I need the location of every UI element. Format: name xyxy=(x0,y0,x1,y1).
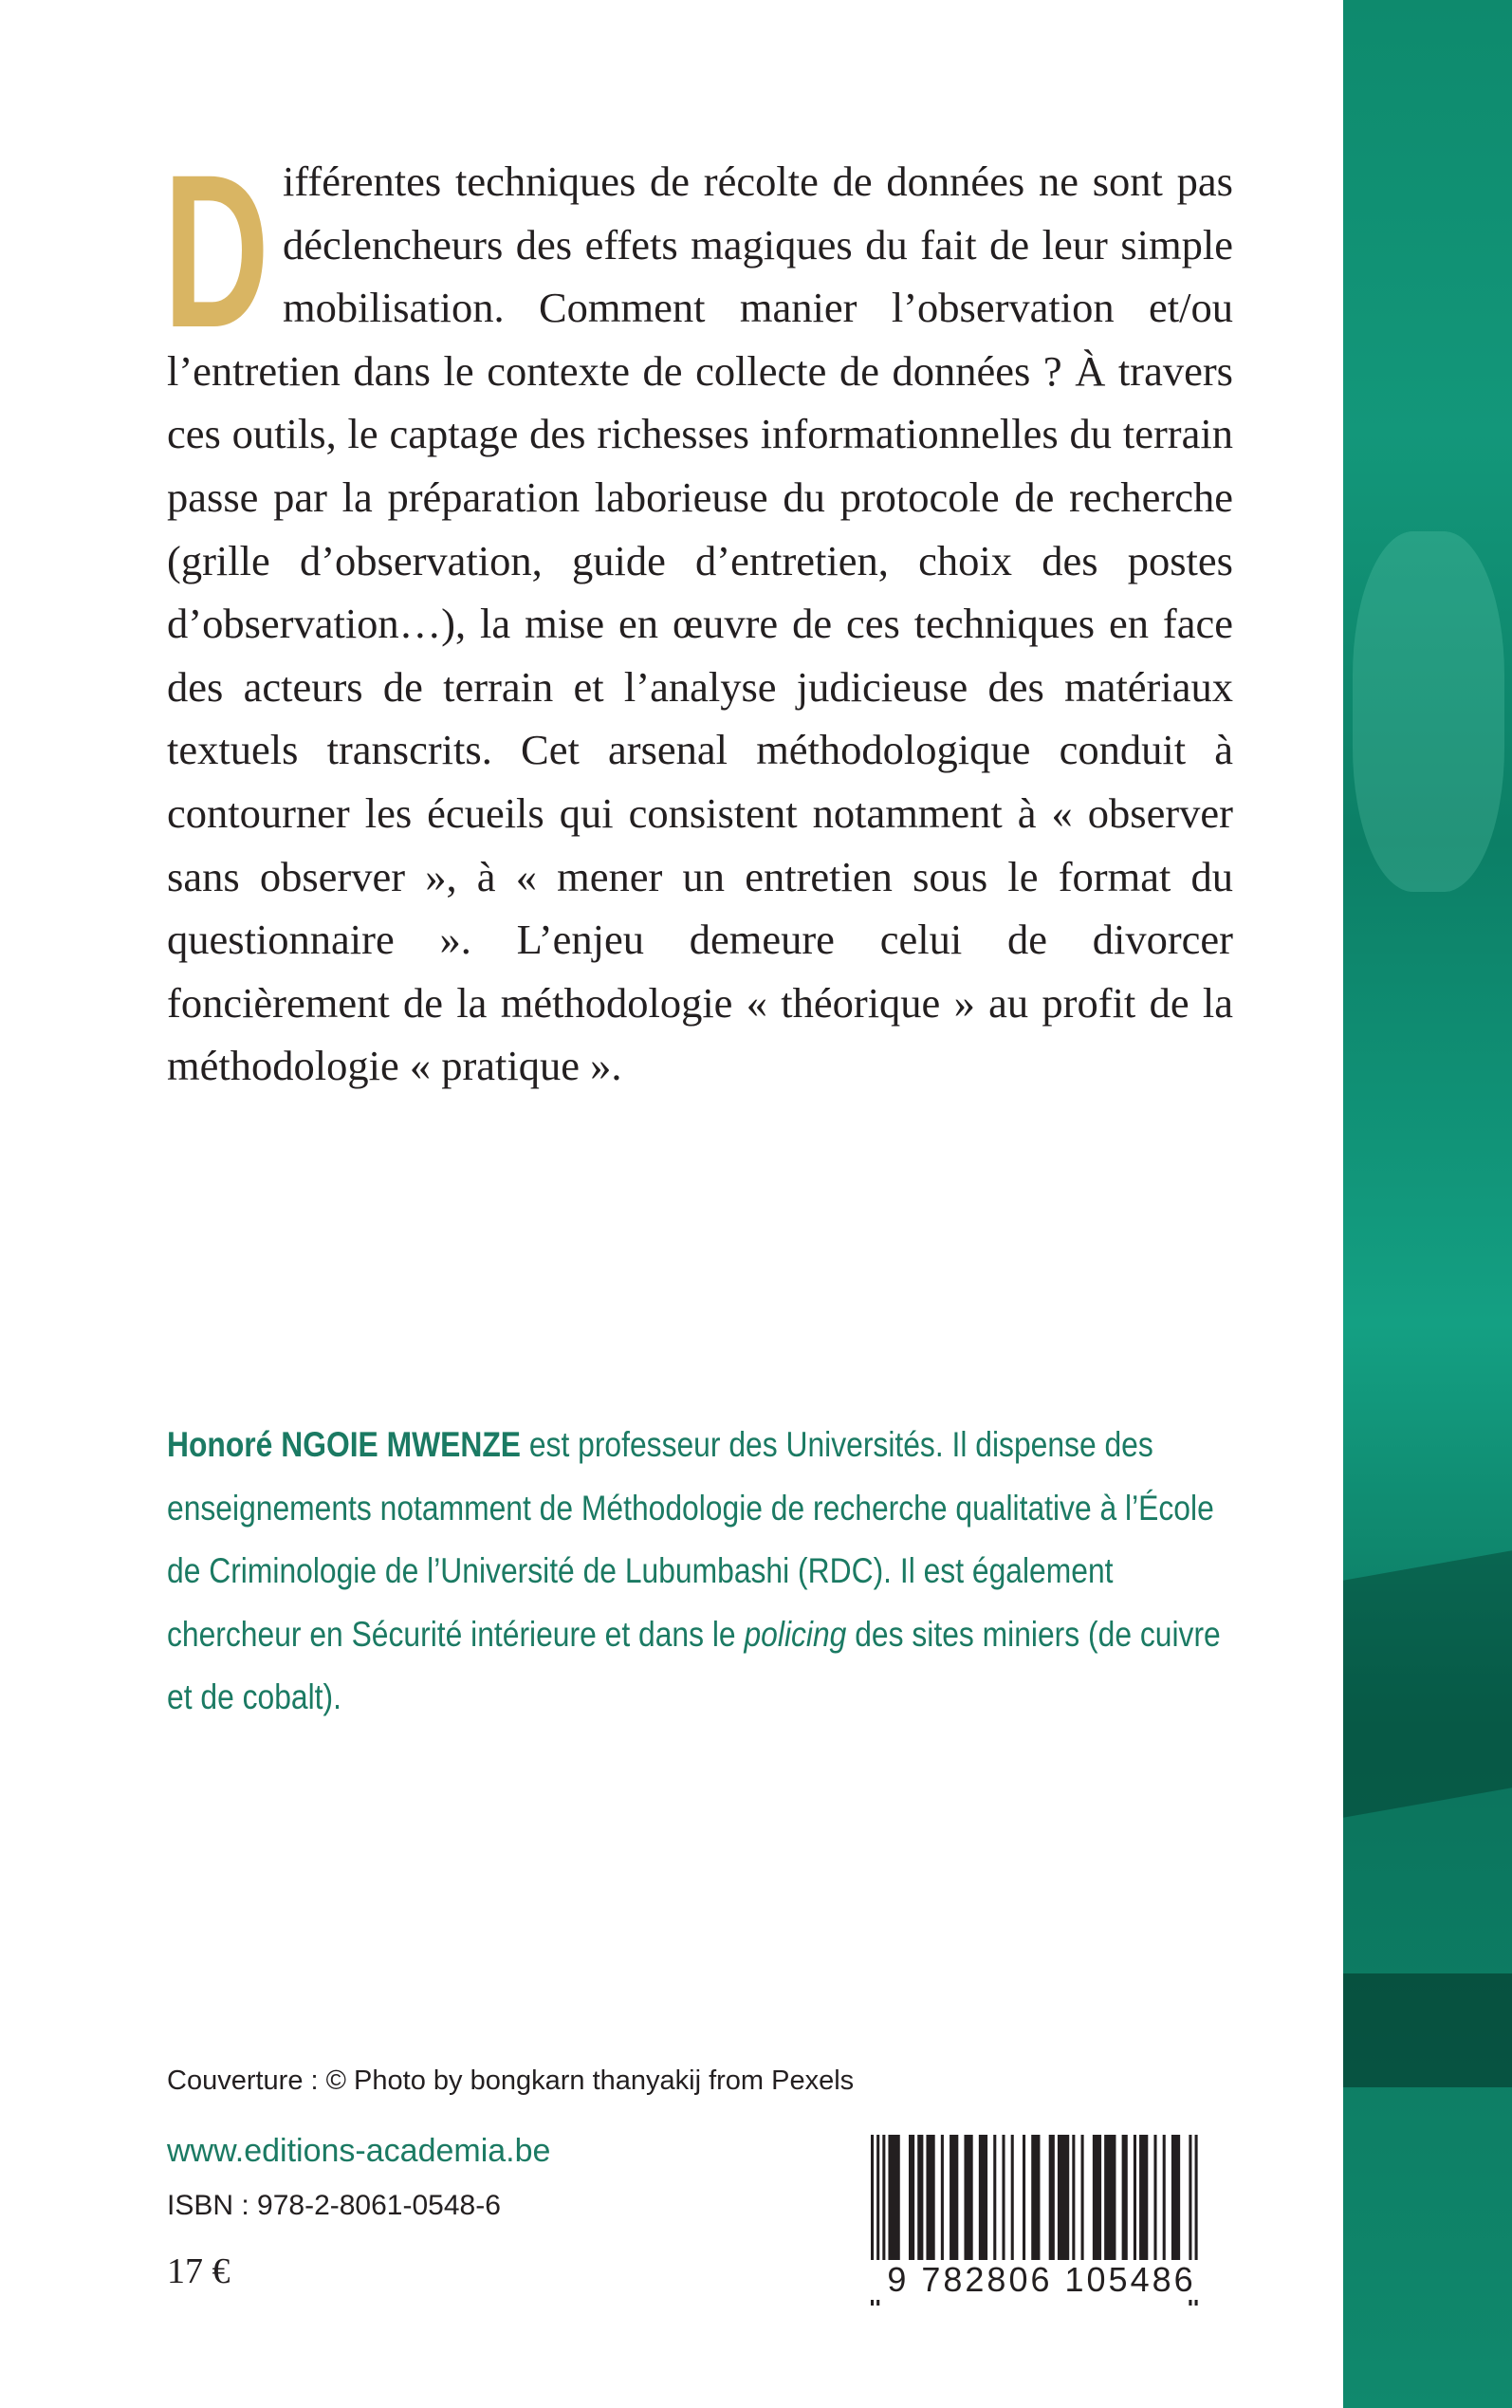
barcode-bar xyxy=(1153,2135,1156,2260)
barcode-bar xyxy=(979,2135,987,2260)
band-highlight xyxy=(1353,531,1504,892)
barcode-digits: 9 782806 105486 xyxy=(863,2260,1220,2300)
barcode-bar xyxy=(888,2135,899,2260)
barcode-bar xyxy=(1171,2135,1180,2260)
publisher-website-link[interactable]: www.editions-academia.be xyxy=(167,2133,551,2169)
band-shadow xyxy=(1343,1550,1512,1817)
barcode-bar xyxy=(1093,2135,1101,2260)
blurb-paragraph xyxy=(163,129,1233,1098)
author-name: Honoré NGOIE MWENZE xyxy=(167,1425,522,1464)
barcode-bar xyxy=(993,2135,996,2260)
isbn-text: ISBN : 978-2-8061-0548-6 xyxy=(167,2190,501,2221)
price: 17 € xyxy=(167,2251,230,2291)
barcode-bar xyxy=(1002,2135,1005,2260)
barcode-bar xyxy=(1134,2135,1136,2260)
barcode-bar xyxy=(1081,2135,1084,2260)
barcode-bar xyxy=(1163,2135,1166,2260)
barcode-bar xyxy=(1058,2135,1069,2260)
bio-text-2: des sites miniers (de cuivre et de cobalt). xyxy=(167,1614,1221,1716)
barcode-bar xyxy=(1139,2135,1148,2260)
barcode-bar xyxy=(941,2135,944,2260)
cover-credit: Couverture : © Photo by bongkarn thanyakij from Pexels xyxy=(167,2065,855,2096)
barcode-bar xyxy=(926,2135,934,2260)
barcode-bar xyxy=(1049,2135,1055,2260)
barcode-bar xyxy=(1011,2135,1014,2260)
barcode-bar xyxy=(917,2135,923,2260)
barcode-bar xyxy=(1072,2135,1075,2260)
barcode-bar xyxy=(1104,2135,1116,2260)
author-bio xyxy=(167,1414,1227,1730)
barcode-bar xyxy=(964,2135,972,2260)
barcode-bar xyxy=(1122,2135,1128,2260)
barcode-bar xyxy=(882,2135,885,2260)
band-shadow xyxy=(1343,1973,1512,2087)
barcode-bar xyxy=(909,2135,914,2260)
bio-text-1: est professeur des Universités. Il dispense des enseignements notamment de Méthodologie de recherche qualitative à l’École de Criminologie de l’Université de Lubumbashi (RDC). Il est également chercheur en Sécurité intérieure et dans le xyxy=(167,1425,1214,1654)
bio-italic: policing xyxy=(744,1614,847,1654)
blurb-text: ifférentes techniques de récolte de données ne sont pas déclencheurs des effets magiques du fait de leur simple mobilisation. Comment manier l’observation et/ou l’entretien dans le contexte de collecte de données ? À travers ces outils, le captage des richesses informationnelles du terrain passe par la préparation laborieuse du protocole de recherche (grille d’observation, guide d’entretien, choix des postes d’observation…), la mise en œuvre de ces techniques en face des acteurs de terrain et l’analyse judicieuse des matériaux textuels transcrits. Cet arsenal méthodologique conduit à contourner les écueils qui consistent notamment à « observer sans observer », à « mener un entretien sous le format du questionnaire ». L’enjeu demeure celui de divorcer foncièrement de la méthodologie « théorique » au profit de la méthodologie « pratique ». xyxy=(167,157,1233,1090)
barcode-bar xyxy=(1023,2135,1025,2260)
dropcap-letter: D xyxy=(163,129,269,373)
dropcap-d xyxy=(163,129,269,373)
barcode-bar xyxy=(950,2135,958,2260)
cover-photo-band xyxy=(1343,0,1512,2408)
barcode-bar xyxy=(1031,2135,1040,2260)
